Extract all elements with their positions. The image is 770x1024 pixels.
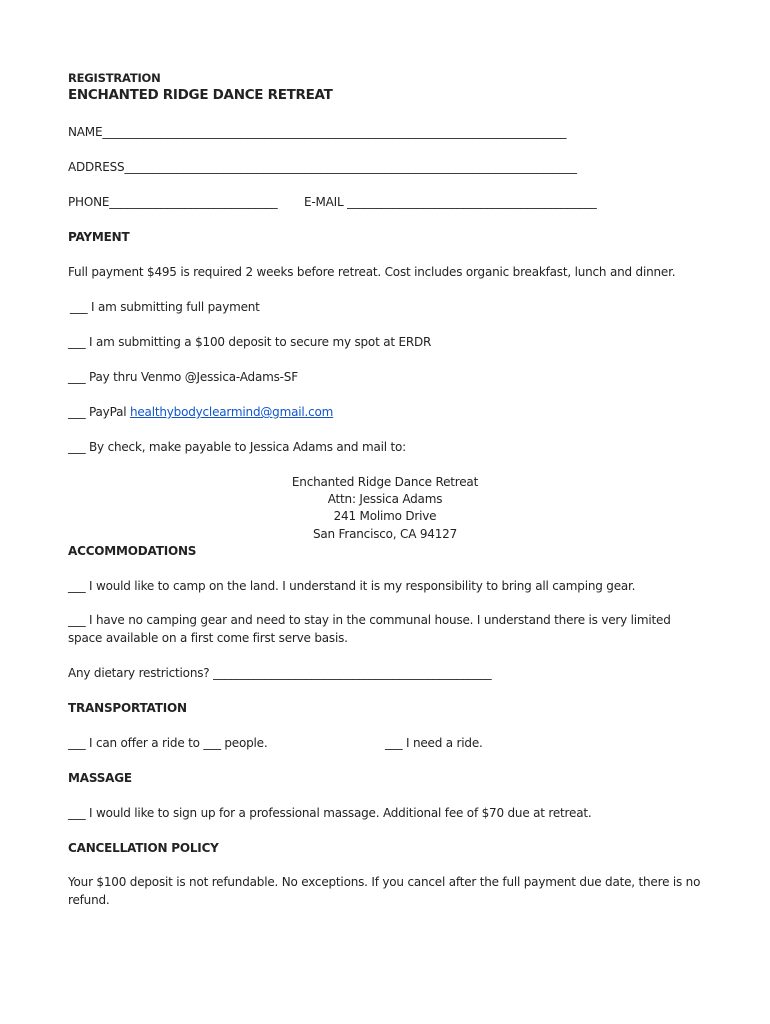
- cancellation-text: Your $100 deposit is not refundable. No exceptions. If you cancel after the full payment due date, there is no refund.: [68, 875, 701, 907]
- name-field[interactable]: NAME________________________________________________________________________________: [68, 125, 567, 139]
- need-ride-option[interactable]: ___ I need a ride.: [385, 736, 483, 750]
- payment-heading: PAYMENT: [68, 230, 130, 244]
- transportation-heading: TRANSPORTATION: [68, 701, 187, 715]
- massage-heading: MASSAGE: [68, 771, 132, 785]
- paypal-email-link[interactable]: healthybodyclearmind@gmail.com: [129, 405, 334, 419]
- camp-option[interactable]: ___ I would like to camp on the land. I understand it is my responsibility to bring all camping gear.: [68, 579, 636, 593]
- paypal-option[interactable]: [68, 404, 333, 420]
- payment-intro: Full payment $495 is required 2 weeks before retreat. Cost includes organic breakfast, lunch and dinner.: [68, 265, 676, 279]
- deposit-option[interactable]: ___ I am submitting a $100 deposit to secure my spot at ERDR: [68, 335, 432, 349]
- address-field[interactable]: ADDRESS______________________________________________________________________________: [68, 160, 577, 174]
- check-option[interactable]: ___ By check, make payable to Jessica Adams and mail to:: [68, 440, 406, 454]
- dietary-restrictions-field[interactable]: Any dietary restrictions? ________________________________________________: [68, 666, 492, 680]
- form-title: ENCHANTED RIDGE DANCE RETREAT: [68, 87, 333, 103]
- mail-address-line: 241 Molimo Drive: [333, 509, 437, 523]
- cancellation-heading: CANCELLATION POLICY: [68, 841, 219, 855]
- accommodations-heading: ACCOMMODATIONS: [68, 544, 197, 558]
- venmo-option[interactable]: ___ Pay thru Venmo @Jessica-Adams-SF: [68, 370, 298, 384]
- mail-address-line: Enchanted Ridge Dance Retreat: [291, 475, 479, 489]
- massage-signup-option[interactable]: ___ I would like to sign up for a professional massage. Additional fee of $70 due at retreat.: [68, 806, 592, 820]
- offer-ride-option[interactable]: ___ I can offer a ride to ___ people.: [68, 736, 268, 750]
- paypal-label: ___ PayPal: [68, 405, 130, 419]
- mail-address-line: San Francisco, CA 94127: [312, 527, 458, 541]
- form-kicker: REGISTRATION: [68, 71, 161, 85]
- full-payment-option[interactable]: ___ I am submitting full payment: [70, 300, 260, 314]
- communal-house-option[interactable]: ___ I have no camping gear and need to stay in the communal house. I understand there is very limited space available on a first come first serve basis.: [68, 613, 671, 645]
- phone-field[interactable]: PHONE_____________________________: [68, 195, 278, 209]
- email-field[interactable]: E-MAIL ___________________________________________: [304, 195, 597, 209]
- mail-address-line: Attn: Jessica Adams: [327, 492, 443, 506]
